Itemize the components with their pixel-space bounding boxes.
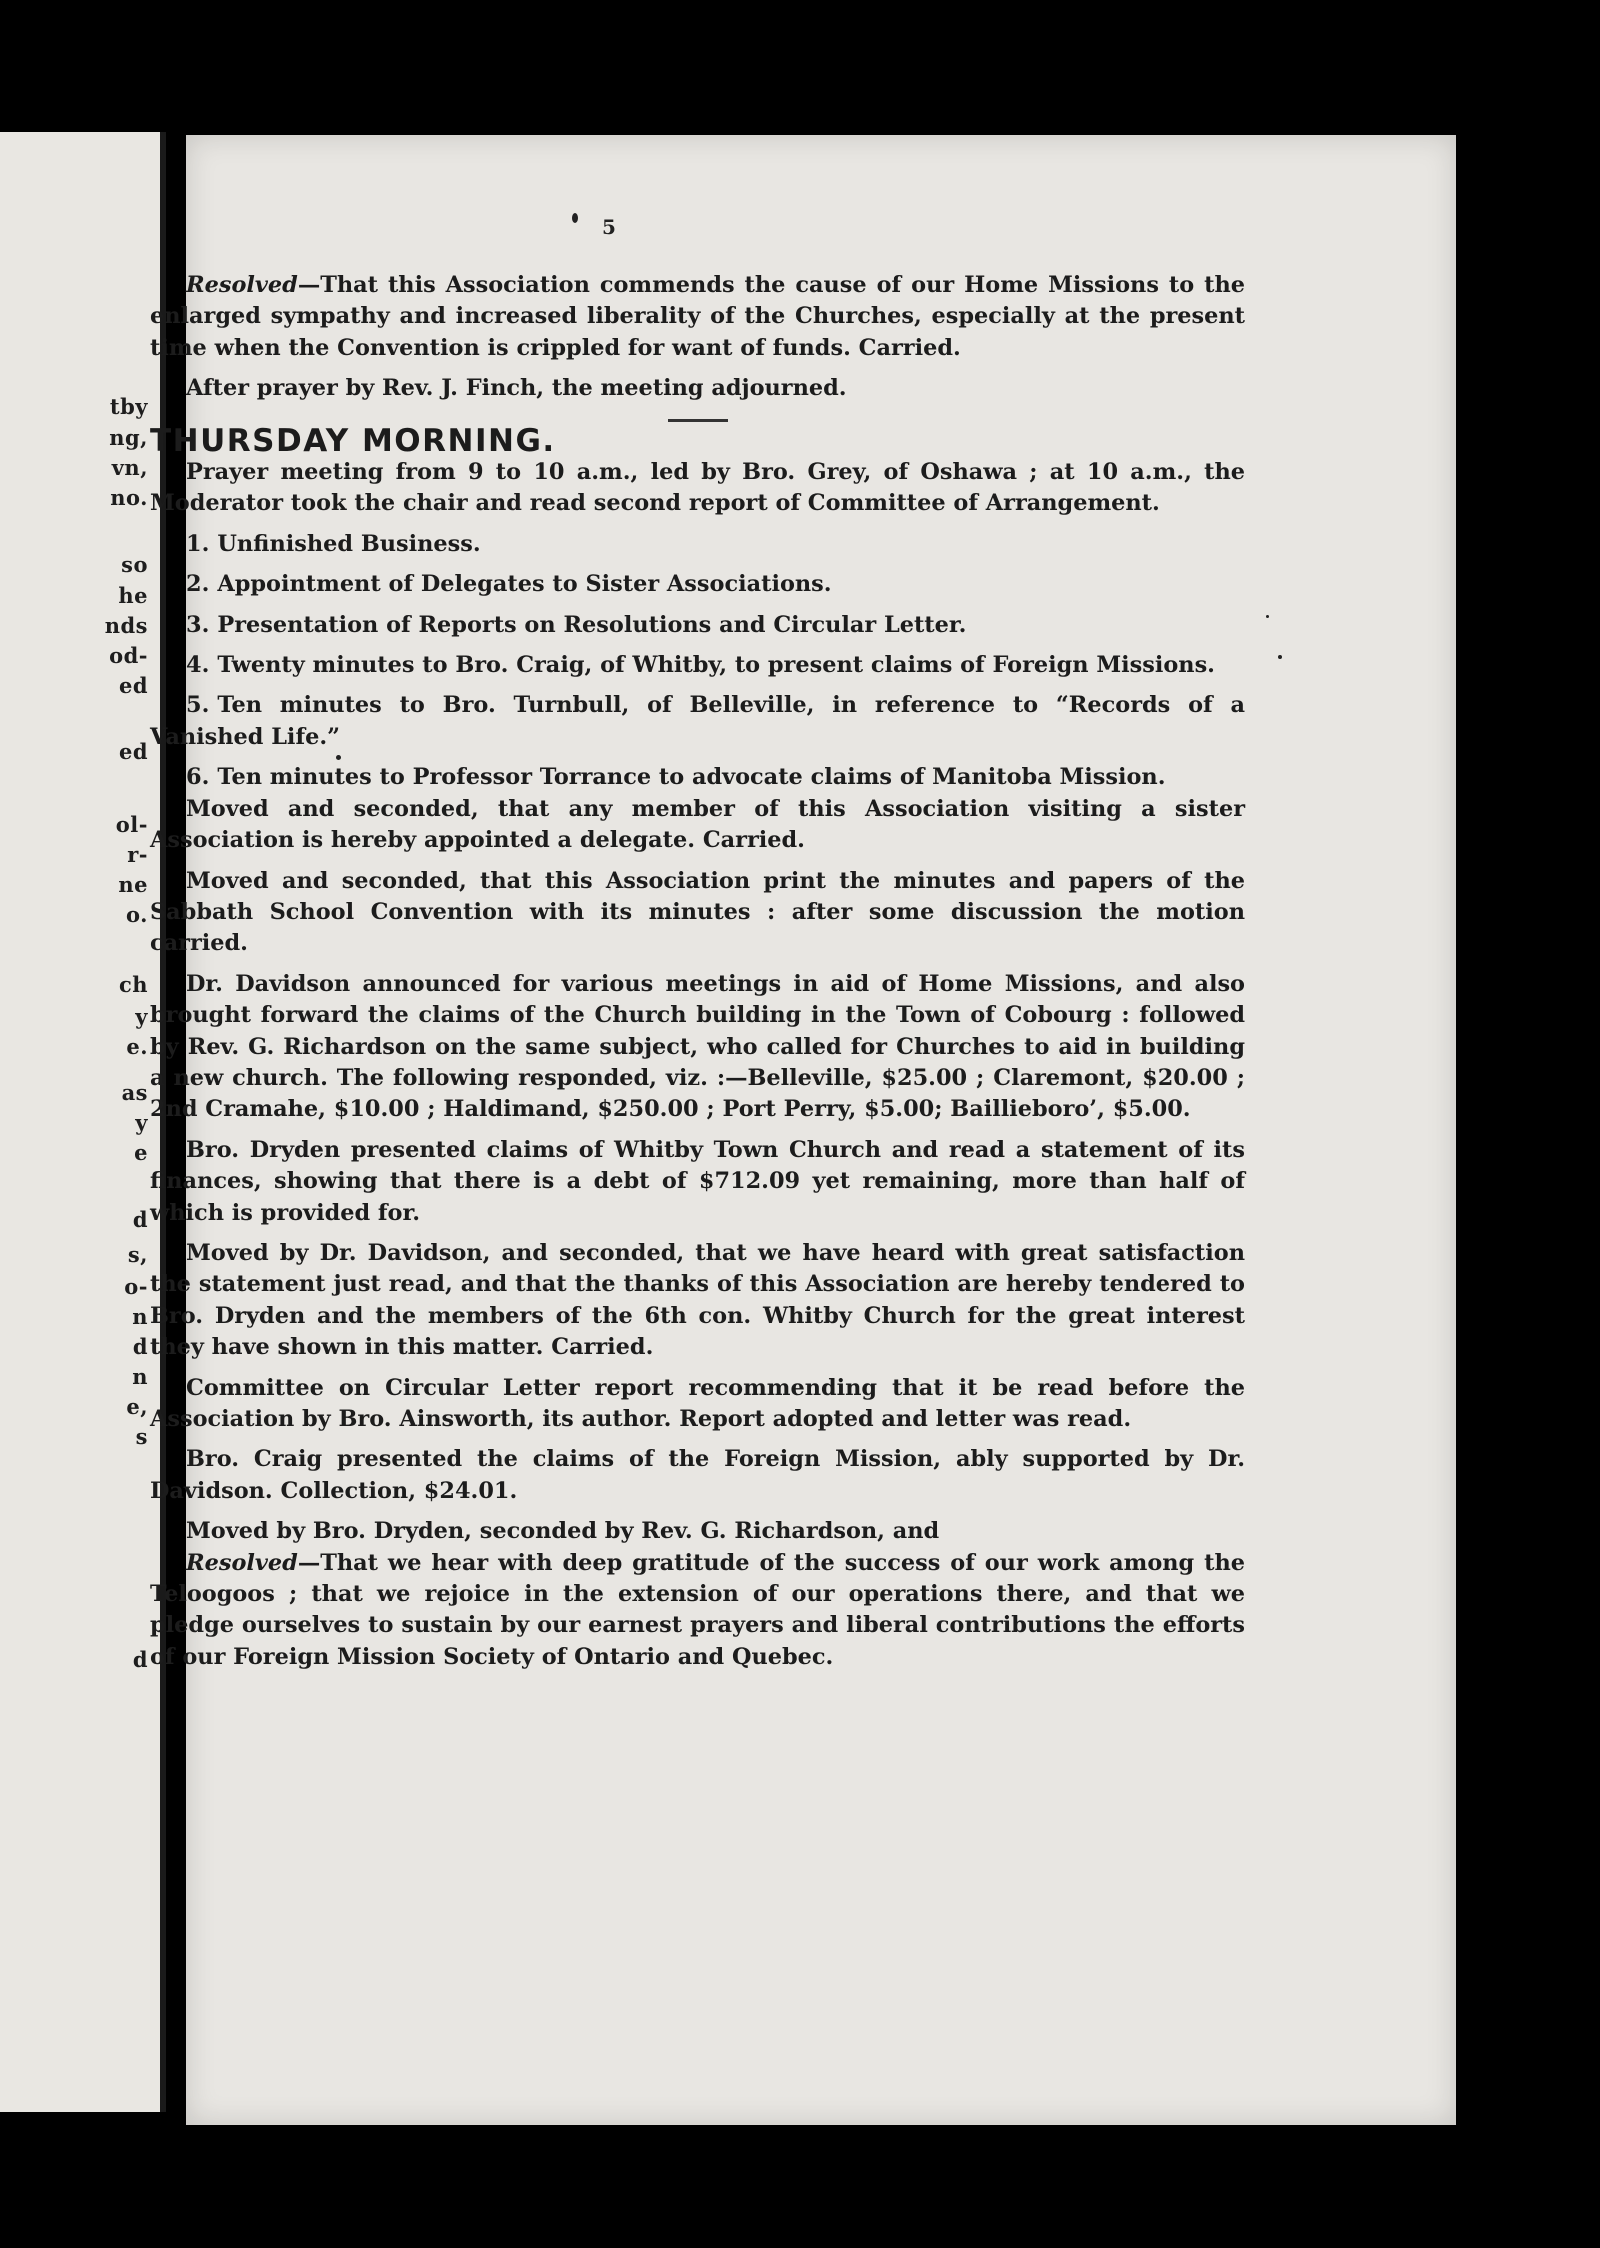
ink-speck [1266, 615, 1269, 618]
list-item [150, 569, 1245, 600]
left-fragment: ed [118, 739, 148, 764]
left-fragment: ol- [115, 812, 148, 837]
resolution-text: —That we hear with deep gratitude of the success of our work among the Teloogoos ; that we rejoice in the extension of our operations there, and that we pledge ourselves to sustain by our earnest prayers and liberal contributions the efforts of our Foreign Mission Society of Ontario and Quebec. [150, 1549, 1245, 1670]
left-fragment: s, [127, 1242, 148, 1267]
announcement-paragraph: Dr. Davidson announced for various meetings in aid of Home Missions, and also brought forward the claims of the Church building in the Town of Cobourg : followed by Rev. G. Richardson on the same subject, who called for Churches to aid in building a new church. The following responded, viz. :—Belleville, $25.00 ; Claremont, $20.00 ; 2nd Cramahe, $10.00 ; Haldimand, $250.00 ; Port Perry, $5.00; Baillieboro’, $5.00. [150, 970, 1245, 1123]
left-fragment: ch [118, 972, 148, 997]
resolution-text: —That this Association commends the cause of our Home Missions to the enlarged sympathy and increased liberality of the Churches, especially at the present time when the Convention is crippled for want of funds. Carried. [150, 272, 1245, 361]
list-item [150, 610, 1245, 641]
left-fragment: o- [124, 1274, 148, 1299]
left-fragment: n [132, 1364, 148, 1389]
left-fragment: ed [118, 673, 148, 698]
left-fragment: no. [110, 485, 148, 510]
list-item [150, 690, 1245, 753]
left-fragment: n [132, 1304, 148, 1329]
left-fragment: y [135, 1110, 148, 1135]
list-text: Twenty minutes to Bro. Craig, of Whitby, to present claims of Foreign Missions. [217, 652, 1215, 679]
left-fragment: e [134, 1140, 148, 1165]
left-fragment: he [118, 583, 148, 608]
resolution-paragraph [150, 1548, 1245, 1674]
motion-paragraph: Moved by Bro. Dryden, seconded by Rev. G. Richardson, and [186, 1518, 940, 1545]
left-fragment: e. [126, 1034, 148, 1059]
list-text: Ten minutes to Bro. Turnbull, of Belleville, in reference to “Records of a Vanished Life.” [150, 692, 1245, 750]
left-fragment: ne [118, 872, 148, 897]
left-fragment: r- [127, 842, 148, 867]
motion-paragraph: Moved by Dr. Davidson, and seconded, that we have heard with great satisfaction the statement just read, and that the thanks of this Association are hereby tendered to Bro. Dryden and the members of the 6th con. Whitby Church for the great interest they have shown in this matter. Carried. [150, 1239, 1245, 1361]
prayer-meeting-paragraph: Prayer meeting from 9 to 10 a.m., led by Bro. Grey, of Oshawa ; at 10 a.m., the Moderator took the chair and read second report of Committee of Arrangement. [150, 459, 1245, 517]
list-item [150, 529, 1245, 560]
left-fragment: od- [109, 643, 148, 668]
list-number: 5. [186, 692, 210, 719]
section-divider [668, 419, 728, 422]
left-fragment: e, [126, 1394, 148, 1419]
adjournment-paragraph: After prayer by Rev. J. Finch, the meeting adjourned. [186, 375, 847, 402]
list-text: Unfinished Business. [217, 530, 481, 557]
left-fragment: d [132, 1334, 148, 1359]
motion-paragraph: Moved and seconded, that any member of this Association visiting a sister Association is hereby appointed a delegate. Carried. [150, 795, 1245, 854]
list-text: Appointment of Delegates to Sister Associations. [217, 571, 832, 598]
list-number: 4. [186, 652, 210, 679]
resolved-label: Resolved [186, 1549, 298, 1576]
list-item [150, 650, 1245, 681]
list-number: 1. [186, 530, 210, 557]
left-fragment: y [135, 1004, 148, 1029]
left-fragment: ng, [109, 425, 148, 450]
ink-speck [572, 213, 578, 223]
left-fragment: nds [104, 613, 148, 638]
left-page-edge [0, 132, 166, 2112]
finances-paragraph: Bro. Dryden presented claims of Whitby Town Church and read a statement of its finances, showing that there is a debt of $712.09 yet remaining, more than half of which is provided for. [150, 1136, 1245, 1226]
section-heading: THURSDAY MORNING. [150, 422, 556, 459]
left-fragment: vn, [111, 455, 148, 480]
page-number: 5 [602, 215, 616, 239]
document-body [150, 270, 1245, 1673]
left-fragment: o. [126, 902, 148, 927]
list-number: 3. [186, 611, 210, 638]
left-fragment: so [121, 552, 148, 577]
collection-paragraph: Bro. Craig presented the claims of the Foreign Mission, ably supported by Dr. Davidson. Collection, $24.01. [150, 1446, 1245, 1504]
list-item [150, 762, 1245, 793]
left-fragment: d [132, 1207, 148, 1232]
left-fragment: as [121, 1080, 148, 1105]
list-text: Presentation of Reports on Resolutions and Circular Letter. [217, 611, 967, 638]
list-text: Ten minutes to Professor Torrance to advocate claims of Manitoba Mission. [217, 764, 1166, 791]
list-number: 2. [186, 571, 210, 598]
resolved-label: Resolved [186, 272, 298, 298]
ink-speck [1278, 655, 1282, 659]
motion-paragraph: Moved and seconded, that this Association print the minutes and papers of the Sabbath School Convention with its minutes : after some discussion the motion carried. [150, 867, 1245, 957]
resolution-paragraph [150, 270, 1245, 364]
committee-paragraph: Committee on Circular Letter report recommending that it be read before the Association by Bro. Ainsworth, its author. Report adopted and letter was read. [150, 1374, 1245, 1432]
left-fragment: s [135, 1424, 148, 1449]
list-number: 6. [186, 764, 210, 791]
left-fragment: tby [109, 394, 148, 419]
left-fragment: d [132, 1647, 148, 1672]
